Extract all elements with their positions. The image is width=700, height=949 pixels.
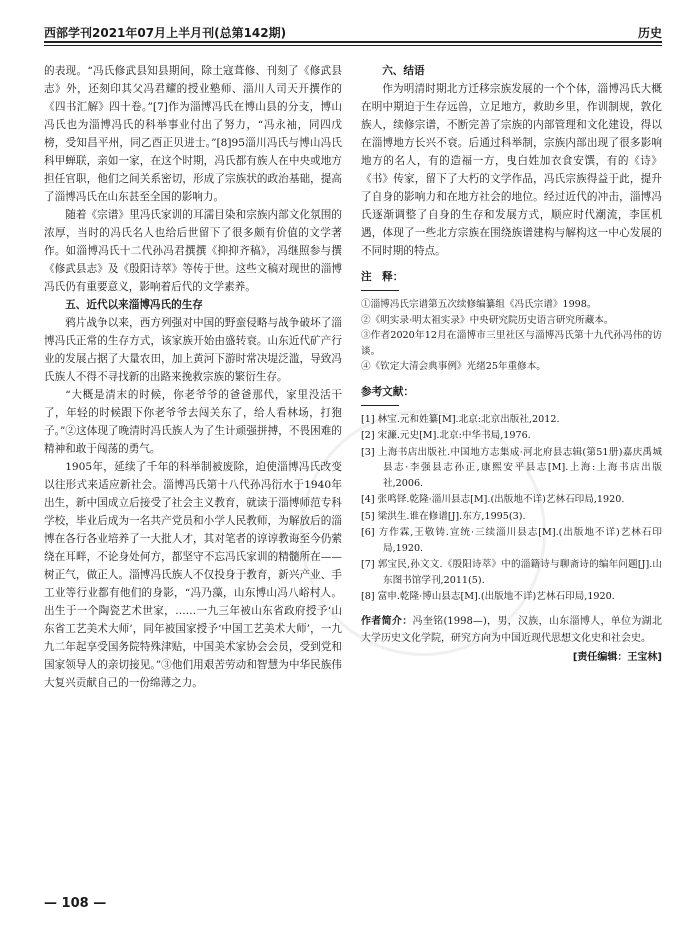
right-column (361, 62, 662, 667)
reference-item: [8] 富申.乾隆·博山县志[M].(出版地不详)艺林石印局,1920. (361, 591, 615, 602)
notes-heading: 注 释： (361, 271, 404, 283)
paragraph: 1905年，延续了千年的科举制被废除，迫使淄博冯氏改变以往形式来适应新社会。淄博冯氏第十八代孙冯衍水于1940年出生，新中国成立后接受了社会主义教育，就读于淄博师范专科学校，毕业后成为一名共产党员和小学人民教师，为解放后的淄博在各行各业培养了一大批人才，其对笔者的谆谆教诲至今仍萦绕在耳畔，不论身处何方，都坚守不忘冯氏家训的精髓所在——树正气，做正人。淄博冯氏族人不仅投身于教育，新兴产业、手工业等行业都有他们的身影，“冯乃藻，山东博山冯八峪村人。出生于一个陶瓷艺术世家，……一九三年被山东省政府授予‘山东省工艺美术大师’，同年被国家授予‘中国工艺美术大师’，一九九二年起享受国务院特殊津贴，中国美术家协会会员，受到党和国家领导人的亲切接见。”③他们用艰苦劳动和智慧为中华民族伟大复兴贡献自己的一份绵薄之力。 (44, 461, 342, 689)
paragraph: 作为明清时期北方迁移宗族发展的一个个体，淄博冯氏大概在明中期迫于生存远兽，立足地方，救助乡里，作训制规，敦化族人，续修宗谱，不断完善了宗族的内部管理和文化建设，得以在淄博地方长兴不衰。后通过科举制，宗族内部出现了很多影响地方的名人，有的造福一方，曳白姓加衣食安馔，有的《诗》《书》传家，留下了大朽的文学作品，冯氏宗族得益于此，提升了自身的影响力和在地方社会的地位。经过近代的冲击，淄博冯氏逐渐调整了自身的生存和发展方式，顺应时代潮流，李匡机遇，体现了一些北方宗族在围绕族谱建构与解构这一中心发展的不同时期的特点。 (361, 83, 662, 257)
paragraph: 鸦片战争以来，西方列强对中国的野蛮侵略与战争破坏了淄博冯氏正常的生存方式，该家族开始由盛转衰。山东近代矿产行业的发展占据了大量农田，加上黄河下游时常决堤泛滥，导致冯氏族人不得不寻找新的出路来挽救宗族的繁衍生存。 (44, 317, 342, 383)
note-item: ①淄博冯氏宗谱第五次续修编纂组《冯氏宗谱》1998。 (361, 299, 597, 310)
page-number: — 108 — (44, 896, 107, 911)
note-item: ④《钦定大清会典事例》光绪25年重修本。 (361, 361, 546, 372)
reference-item: [1] 林宝.元和姓纂[M].北京:北京出版社,2012. (361, 413, 560, 425)
left-column (44, 62, 342, 692)
paragraph: 随着《宗谱》里冯氏家训的耳濡目染和宗族内部文化氛围的浓厚，当时的冯氏名人也给后世留下了很多颇有价值的文学著作。如淄博冯氏十二代孙冯君撰撰《抑抑齐稿》，冯继照参与撰《修武县志》及《殷阳诗萃》等传于世。这些文稿对现世的淄博冯氏仍有重要意义，影响着后代的文学素养。 (44, 209, 342, 293)
section-heading: 六、结语 (382, 65, 425, 77)
references-heading: 参考文献： (361, 385, 414, 398)
reference-item: [2] 宋濂.元史[M].北京:中华书局,1976. (361, 430, 531, 441)
reference-item: [5] 梁洪生.谁在修谱[J].东方,1995(3). (361, 510, 526, 522)
section-name: 历史 (637, 26, 662, 40)
responsible-editor: [责任编辑：王宝林] (572, 651, 662, 663)
section-heading: 五、近代以来淄博冯氏的生存 (65, 299, 203, 311)
reference-item: [6] 方作霖,王敬铸.宣统·三续淄川县志[M].(出版地不详)艺林石印局,1920. (361, 527, 662, 554)
note-item: ③作者2020年12月在淄博市三里社区与淄博冯氏第十九代孙冯伟的访谈。 (361, 330, 662, 357)
paragraph: 的表现。“冯氏修武县知县期间，除土寇葺修、刊刻了《修武县志》外，还刻印其父冯君耀的授业塾师、淄川人司天开撰作的《四书汇解》四十卷。”[7]作为淄博冯氏在博山县的分支，博山冯氏也为淄博冯氏的科举事业付出了努力，“冯永袖，同四戊榜，受知昌平州，同乙酉正贝进士。”[8]95淄川冯氏与博山冯氏科甲蝉联，亲如一家，在这个时期，冯氏都有族人在中央或地方担任官职，他们之间关系密切，形成了宗族状的政治基础，提高了淄博冯氏在山东甚至全国的影响力。 (44, 65, 342, 203)
reference-item: [3] 上海书店出版社.中国地方志集成·河北府县志辑(第51册)嘉庆禹城县志·李强县志孙正,康熙安平县志[M].上海:上海书店出版社,2006. (361, 446, 662, 489)
references-rule (361, 405, 399, 406)
author-text: 冯奎铭(1998—)，男，汉族，山东淄博人，单位为湖北大学历史文化学院，研究方向为中国近现代思想文化史和社会史。 (361, 615, 662, 644)
author-bio (361, 613, 662, 647)
header-rule-thick (44, 41, 662, 43)
journal-title: 西部学刊2021年07月上半月刊(总第142期) (44, 26, 287, 40)
page-header (44, 22, 662, 42)
author-label: 作者简介： (361, 615, 413, 627)
reference-item: [4] 张鸣铎.乾隆·淄川县志[M].(出版地不详)艺林石印局,1920. (361, 494, 625, 505)
reference-item: [7] 郭宝民,孙文文.《殷阳诗萃》中的淄籍诗与聊斋诗的编年问题[J].山东图书馆学刊,2011(5). (361, 559, 662, 586)
header-rule-thin (44, 45, 662, 46)
references-list (361, 412, 662, 605)
paragraph: “大概是清末的时候，你老爷爷的爸爸那代，家里没活干了，年轻的时候跟下你老爷爷去闯关东了，给人看林场，打狍子。”②这体现了晚清时冯氏族人为了生计顽强拼搏，不畏困难的精神和敢于闯荡的勇气。 (44, 389, 342, 455)
notes-rule (361, 290, 399, 291)
note-item: ②《明实录·明太祖实录》中央研究院历史语言研究所藏本。 (361, 314, 614, 326)
notes-list (361, 297, 662, 375)
